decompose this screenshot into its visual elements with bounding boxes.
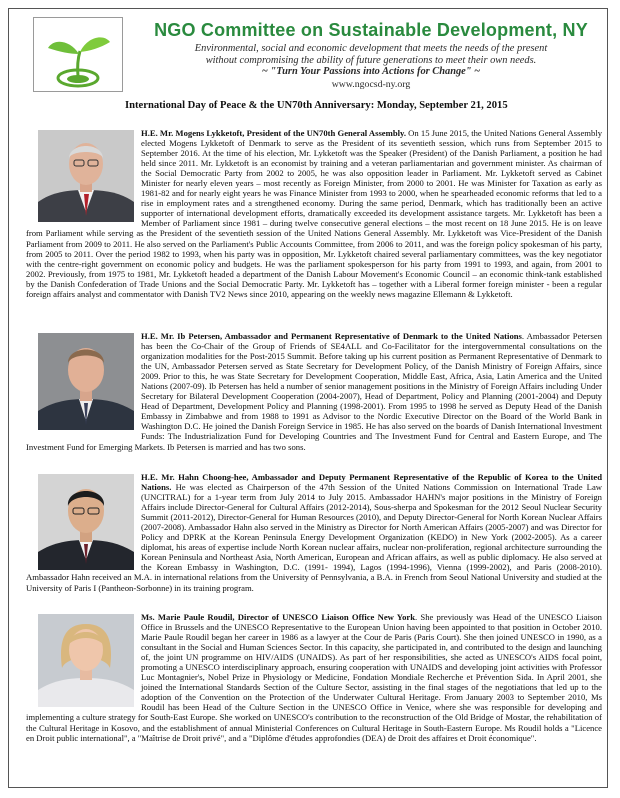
speaker-bio-roudil (26, 612, 602, 743)
speaker-bio-hahn (26, 472, 602, 593)
speaker-description: On 15 June 2015, the United Nations General Assembly elected Mogens Lykketoft of Denmark to serve as the President of its seventieth session, which runs from September 2015 to September 2016. At the time of his election, Mr. Lykketoft was the Speaker (President) of the Danish Parliament, a position he had held since 2011. Mr. Lykketoft is an economist by training and a veteran parliamentarian and government minister. As chairman of the Social Democratic Party from 2002 to 2005, he was also opposition leader in Parliament. Mr. Lykketoft served as Cabinet Minister for nearly eleven years – most recently as Foreign Minister, from 2000 to 2001. He was Minister for Taxation as early as 1981-82 and for nearly eight years he was Finance Minister from 1993 to 2000, when he spearheaded economic reforms that led to a rise in employment rates and a strengthened economy. During the same period, Denmark, which has traditionally been an active supporter of international development efforts, dramatically exceeded its development assistance targets. Mr. Lykketoft has been a Member of Parliament since 1981 – during twelve consecutive general elections – the most recent on 18 June 2015. He is on leave from Parliament while serving as the President of the seventieth session of the United Nations General Assembly. Mr. Lykketoft was Vice-President of the Danish Parliament from 2009 to 2011. He also served on the Parliament's Public Accounts Committee, from 2006 to 2011, and was the foreign policy spokesman of his party, from 2005 to 2011. Over the period 1982 to 1993, when his party was in opposition, Mr. Lykketoft chaired several parliamentary committees, was the key negotiator with the centre-right government on economic policy and budgets. He was the parliament spokesperson for his party from 1991 to 1993, and again, from 2001 to 2002. Previously, from 1975 to 1981, Mr. Lykketoft headed a department of the Danish Labour Movement's Economic Council – an economic think-tank established by the Danish Confederation of Trade Unions and the Social Democratic Party. Mr. Lykketoft has – together with a Liberal former foreign minister - been a regular foreign affairs analyst and commentator with Danish TV2 News since 2010, appearing on the weekly news magazine Ellemann & Lykketoft. (26, 128, 603, 299)
speaker-bio-petersen (26, 331, 602, 452)
speaker-name: H.E. Mr. Hahn Choong-hee, Ambassador and Deputy Permanent Representative of the Republic of Korea to the United Nations. (141, 472, 602, 493)
speaker-description: He was elected as Chairperson of the 47th Session of the United Nations Commission on International Trade Law (UNCITRAL) for a 1-year term from July 2014 to July 2015. Ambassador HAHN's major positions in the Ministry of Foreign Affairs include Director-General for Cultural Affairs (2012-2014), Sous-sherpa and Spokesman for the 2012 Seoul Nuclear Security Summit (2011-2012), Director-General for Human Resources (2010), and Deputy Director-General for North Korean Nuclear Affairs (2007-2008). Ambassador Hahn also served in the Ministry as Director for North American Affairs (2005-2007) and was Director for Policy and DPRK at the Korean Peninsula Energy Development Organization (KEDO) in New York (2002-2005). As a career diplomat, his areas of expertise include North Korean nuclear affairs, nuclear non-proliferation, regional architecture surrounding the Korean Peninsula and Northeast Asia, North American, European and African affairs, as well as public diplomacy. He also served at the Korean Embassy in Washington, D.C. (1991- 1994), Lagos (1994-1996), Vienna (1999-2002), and Paris (2008-2010). Ambassador Hahn received an M.A. in international relations from the University of Pennsylvania, a B.A. in French from Seoul National University and studied at the University of Paris I (Pantheon-Sorbonne) in its training program. (26, 482, 602, 593)
speaker-bio-lykketoft (26, 128, 602, 299)
tagline: ~ "Turn Your Passions into Actions for Change" ~ (261, 66, 481, 77)
website-link[interactable]: www.ngocsd-ny.org (331, 79, 411, 90)
speaker-name: H.E. Mr. Ib Petersen, Ambassador and Permanent Representative of Denmark to the United Nations (141, 331, 522, 341)
speaker-description: . Ambassador Petersen has been the Co-Chair of the Group of Friends of SE4ALL and Co-Facilitator for the intergovernmental consultations on the organization modalities for the Post-2015 Summit. Before taking up his current position as Permanent Representative of Denmark to the UN, Ambassador Petersen served as State Secretary for Development Policy, of the Danish Ministry of Foreign Affairs, since 2009. Prior to this, he was State Secretary for Development Cooperation, Middle East, Africa, Asia, Latin America and the United Nations (2007-09). Ib Petersen has held a number of senior management positions in the Ministry of Foreign Affairs including Under Secretary for Bilateral Development Cooperation (2004-2007), Head of Department, Policy and Planning (2001-2004) and Deputy Head of Department, Development Policy and Planning (1998-2001). From 1995 to 1998 he served as Deputy Head of the Danish Embassy in Zimbabwe and from 1988 to 1991 as Advisor to the Nordic Executive Director on the Board of the World Bank in Washington D.C. He joined the Danish Foreign Service in 1985. He has also served on the boards of Danish International Investment Funds: The Industrialization Fund for Developing Countries and The Investment Fund for Central and Eastern Europe, and The Investment Fund for Emerging Markets. Ib Petersen is married and has two sons. (26, 331, 603, 452)
mission-line-2: without compromising the ability of future generations to meet their own needs. (205, 54, 537, 66)
sprout-icon (34, 18, 122, 91)
mission-line-1: Environmental, social and economic development that meets the needs of the present (194, 43, 548, 54)
organization-title: NGO Committee on Sustainable Development, NY (154, 20, 588, 40)
speaker-description: . She previously was Head of the UNESCO Liaison Office in Brussels and the UNESCO Representative to the European Union having been appointed to that position in October 2010. Marie Paule Roudil began her career in 1986 as a lawyer at the Cour de Paris (Paris Court). She then joined UNESCO in 1990, as a consultant in the Social and Human Sciences Sector. In this capacity, she participated in, and contributed to the design and launching of, the joint UN programme on HIV/AIDS (UNAIDS). As part of her responsibilities, she acted as UNESCO's AIDS focal point, promoting a UNESCO interdisciplinary approach, ensuring cooperation with UNAIDS and developing joint activities with Professor Luc Montagnier's, Nobel Prize in Physiology or Medicine, Fondation Mondiale Recherche et Prévention Sida. In April 2001, she joined the International Standards Section of the Culture Sector, assisting in the final stages of the negotiations that led up to the adoption of the Convention on the Protection of the Underwater Cultural Heritage. From January 2003 to September 2010, Ms Roudil has been Head of the Culture Section in the UNESCO Office in Venice, where she was responsible for developing and implementing a culture strategy for South-East Europe. She worked on UNESCO's contribution to the reconstruction of the Old Bridge of Mostar, the rehabilitation of the Cultural Heritage in Kosovo, and the establishment of annual Ministerial Conferences on Cultural Heritage in South-Eastern Europe. Ms Roudil holds a "Licence en Droit public international", a "Maîtrise de Droit privé", and a "Diplôme d'études approfondies (DEA) de Droit des affaires et Droit économique". (26, 612, 602, 743)
speaker-name: H.E. Mr. Mogens Lykketoft, President of the UN70th General Assembly. (141, 128, 407, 138)
speaker-name: Ms. Marie Paule Roudil, Director of UNESCO Liaison Office New York (141, 612, 416, 622)
organization-mission (140, 43, 602, 66)
ngo-logo (33, 17, 123, 92)
event-title: International Day of Peace & the UN70th Anniversary: Monday, September 21, 2015 (125, 100, 508, 111)
